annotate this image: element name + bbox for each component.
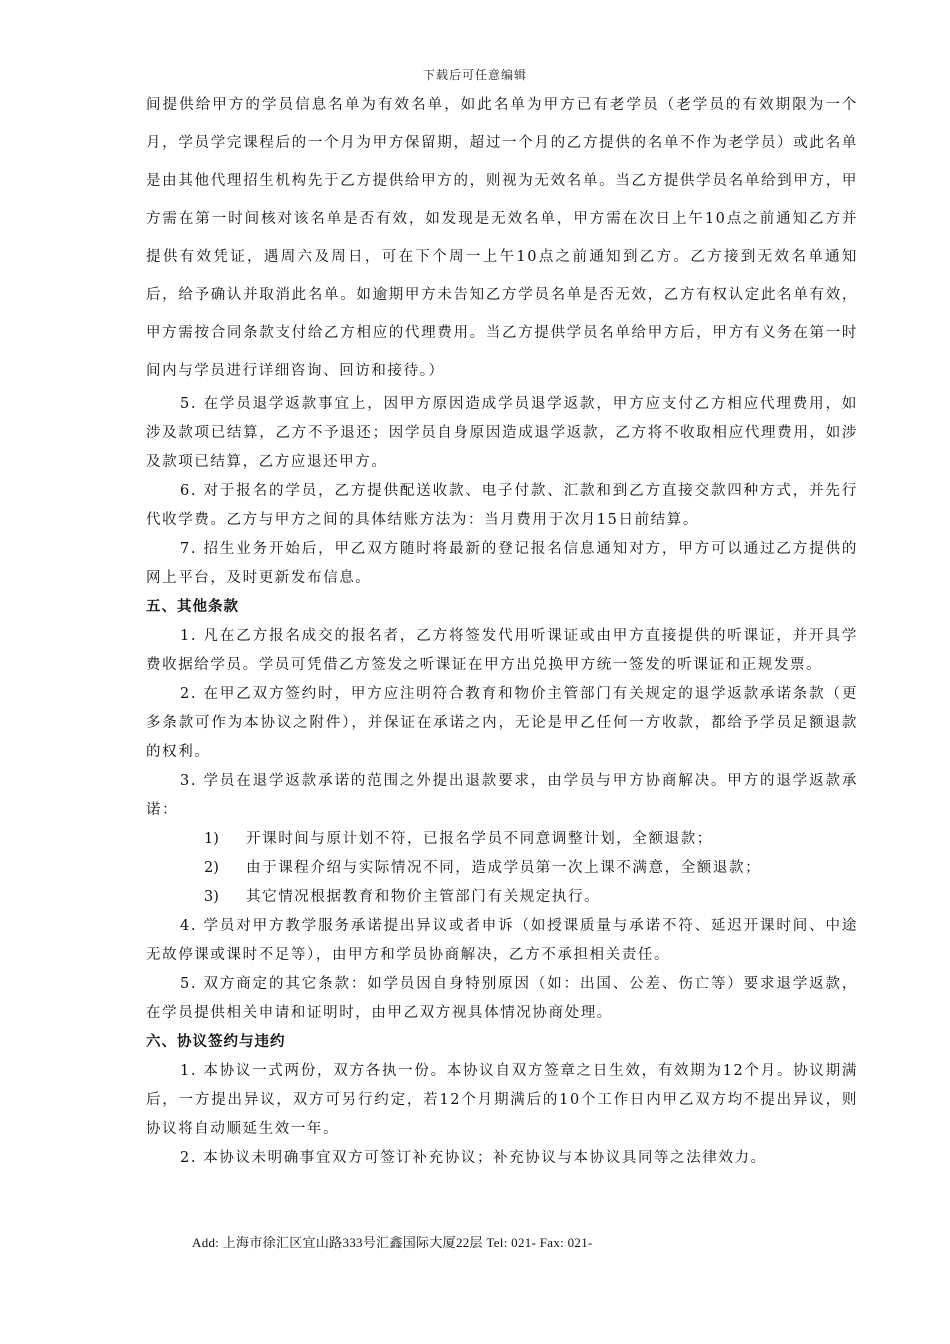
subitem-number: 3) [204, 889, 219, 905]
page-header: 下载后可任意编辑 [422, 68, 527, 82]
subitem-text: 开课时间与原计划不符，已报名学员不同意调整计划，全额退款； [246, 831, 713, 847]
subitem-number: 1) [204, 831, 219, 847]
intro-paragraph: 间提供给甲方的学员信息名单为有效名单，如此名单为甲方已有老学员（老学员的有效期限为一个月，学员学完课程后的一个月为甲方保留期，超过一个月的乙方提供的名单不作为老学员）或此名单是由其他代理招生机构先于乙方提供给甲方的，则视为无效名单。当乙方提供学员名单给到甲方，甲方需在第一时间核对该名单是否有效，如发现是无效名单，甲方需在次日上午10点之前通知乙方并提供有效凭证，遇周六及周日，可在下个周一上午10点之前通知到乙方。乙方接到无效名单通知后，给予确认并取消此名单。如逾期甲方未告知乙方学员名单是否无效，乙方有权认定此名单有效，甲方需按合同条款支付给乙方相应的代理费用。当乙方提供学员名单给甲方后，甲方有义务在第一时间内与学员进行详细咨询、回访和接待。） [146, 97, 858, 379]
section6-heading: 六、协议签约与违约 [146, 1034, 286, 1050]
section5-heading: 五、其他条款 [146, 599, 239, 615]
section4-item-6: 6. 对于报名的学员，乙方提供配送收款、电子付款、汇款和到乙方直接交款四种方式，并先行代收学费。乙方与甲方之间的具体结账方法为：当月费用于次月15日前结算。 [146, 483, 858, 528]
document-body [146, 86, 858, 1173]
section5-item-2: 2. 在甲乙双方签约时，甲方应注明符合教育和物价主管部门有关规定的退学返款承诺条款（更多条款可作为本协议之附件），并保证在承诺之内，无论是甲乙任何一方收款，都给予学员足额退款的权利。 [146, 686, 858, 760]
section4-item-7: 7. 招生业务开始后，甲乙双方随时将最新的登记报名信息通知对方，甲方可以通过乙方提供的网上平台，及时更新发布信息。 [146, 541, 858, 586]
section6-item-1: 1. 本协议一式两份，双方各执一份。本协议自双方签章之日生效，有效期为12个月。协议期满后，一方提出异议，双方可另行约定，若12个月期满后的10个工作日内甲乙双方均不提出异议，则协议将自动顺延生效一年。 [146, 1063, 858, 1137]
subitem-number: 2) [204, 860, 219, 876]
subitem-text: 其它情况根据教育和物价主管部门有关规定执行。 [246, 889, 601, 905]
refund-subitem-1 [146, 825, 858, 854]
section5-item-1: 1. 凡在乙方报名成交的报名者，乙方将签发代用听课证或由甲方直接提供的听课证，并开具学费收据给学员。学员可凭借乙方签发之听课证在甲方出兑换甲方统一签发的听课证和正规发票。 [146, 628, 858, 673]
refund-subitem-3 [146, 883, 858, 912]
refund-subitem-2 [146, 854, 858, 883]
section5-item-5: 5. 双方商定的其它条款：如学员因自身特别原因（如：出国、公差、伤亡等）要求退学返款，在学员提供相关申请和证明时，由甲乙双方视具体情况协商处理。 [146, 976, 858, 1021]
section4-item-5: 5. 在学员退学返款事宜上，因甲方原因造成学员退学返款，甲方应支付乙方相应代理费用，如涉及款项已结算，乙方不予退还；因学员自身原因造成退学返款，乙方将不收取相应代理费用，如涉及款项已结算，乙方应退还甲方。 [146, 396, 858, 470]
subitem-text: 由于课程介绍与实际情况不同，造成学员第一次上课不满意，全额退款； [246, 860, 762, 876]
section5-item-3: 3. 学员在退学返款承诺的范围之外提出退款要求，由学员与甲方协商解决。甲方的退学返款承诺： [146, 773, 858, 818]
section5-item-4: 4. 学员对甲方教学服务承诺提出异议或者申诉（如授课质量与承诺不符、延迟开课时间、中途无故停课或课时不足等），由甲方和学员协商解决，乙方不承担相关责任。 [146, 918, 858, 963]
page-footer-address: Add: 上海市徐汇区宜山路333号汇鑫国际大厦22层 Tel: 021- Fax: 021- [192, 1235, 593, 1250]
section6-item-2: 2. 本协议未明确事宜双方可签订补充协议；补充协议与本协议具同等之法律效力。 [180, 1150, 767, 1166]
